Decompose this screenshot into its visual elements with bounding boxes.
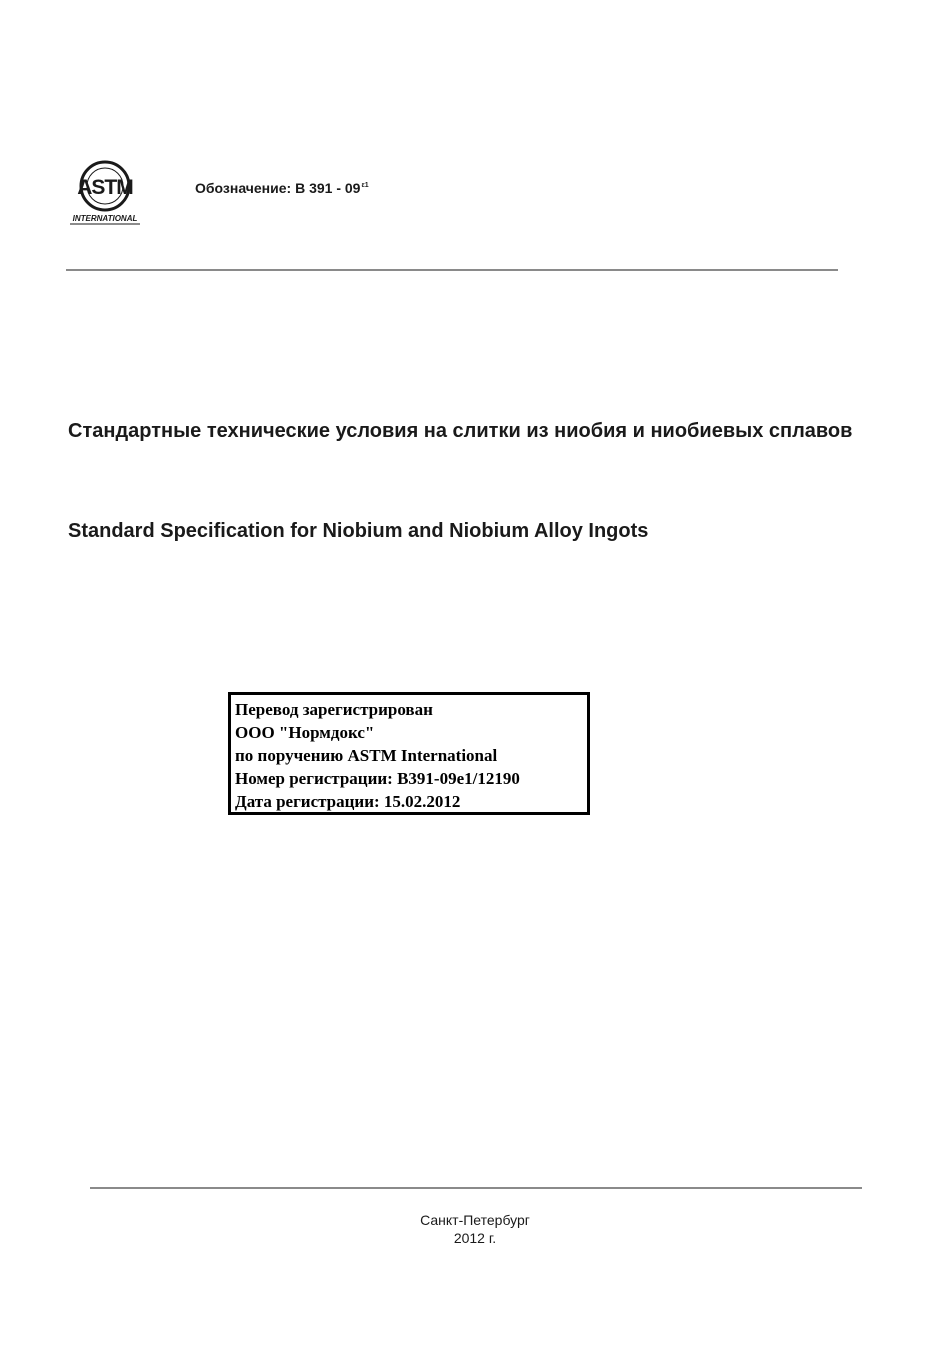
footer [0,1211,950,1247]
designation-label: Обозначение: B 391 - 09 [195,180,361,196]
header-divider [66,269,838,271]
svg-text:ASTM: ASTM [77,176,133,199]
footer-divider [90,1187,862,1189]
registration-line: ООО "Нормдокс" [235,723,375,742]
designation-superscript: ε1 [361,182,369,189]
registration-line: по поручению ASTM International [235,746,498,765]
registration-line: Дата регистрации: 15.02.2012 [235,792,461,811]
title-english: Standard Specification for Niobium and Niobium Alloy Ingots [68,520,649,542]
title-russian: Стандартные технические условия на слитки из ниобия и ниобиевых сплавов [68,420,853,442]
designation [195,180,369,196]
logo-wordmark: INTERNATIONAL [72,214,138,223]
astm-logo-icon [66,158,144,228]
footer-city: Санкт-Петербург [420,1212,530,1228]
footer-year: 2012 г. [453,1230,497,1246]
astm-logo [66,158,144,228]
registration-box [228,692,590,815]
registration-line: Номер регистрации: B391-09e1/12190 [235,769,520,788]
registration-line: Перевод зарегистрирован [235,700,433,719]
